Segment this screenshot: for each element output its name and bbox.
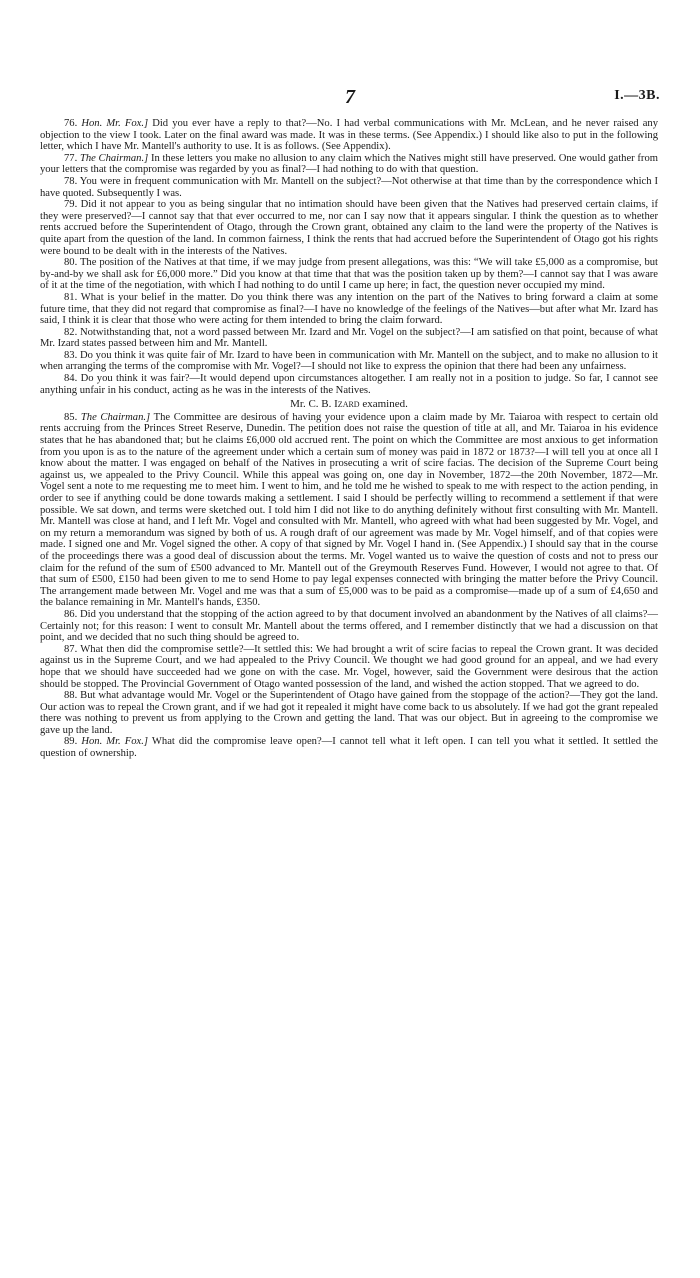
paragraph-text: What did the compromise leave open?—I cannot tell what it left open. I can tell you what it settled. It settled the question of ownership. [40,736,659,760]
question-number: 78. [64,175,78,187]
paragraph [40,153,658,176]
question-number: 89. [64,736,78,748]
paragraph-text: Did you understand that the stopping of the action agreed to by that document involved an abandonment by the Natives of all claims?—Certainly not; for this reason: I went to consult Mr. Mantell about the terms offered, and I remember distinctly that we had a discussion on that point, and we decided that no such thing should be agreed to. [40,608,658,644]
paragraph-text: The position of the Natives at that time, if we may judge from present allegations, was this: “We will take £5,000 as a compromise, but by-and-by we shall ask for £6,000 more.” Did you know at that time that that was the position taken up by them?—I cannot say that I was aware of it at the time of the negotiation, with which I had nothing to do until I came up here; in fact, the question never occupied my mind. [40,257,658,292]
paragraph [40,736,658,759]
paragraph-text: Do you think it was quite fair of Mr. Izard to have been in communication with Mr. Mantell on the subject, and to make no allusion to it when arranging the terms of the compromise with Mr. Vogel?—I should not like to express the opinion that there had been any unfairness. [40,349,658,373]
paragraph [40,118,658,153]
paragraph [40,373,658,396]
speaker-label: Hon. Mr. Fox.] [81,118,149,129]
question-number: 84. [64,373,78,385]
question-number: 85. [64,411,78,423]
question-number: 82. [64,326,78,338]
paragraph-text: Do you think it was fair?—It would depend upon circumstances altogether. I am really not in a position to judge. So far, I cannot see anything unfair in his conduct, acting as he was in the interests of the Natives. [40,373,658,396]
paragraph-text: Did it not appear to you as being singular that no intimation should have been given that the Natives had preserved certain claims, if they were preserved?—I cannot say that that ever occurred to me, nor can I say now that it appears singular. I think the question as to whether rents accrued before the Superintendent of Otago, through the Crown grant, obtained any claim to the land were the property of the Natives is quite apart from the question of the land. In common fairness, I think the rents that had accrued before the Superintendent of Otago got his rights were bound to be dealt with in the interests of the Natives. [40,199,659,257]
heading-prefix: Mr. C. B. [290,398,335,411]
page-header [40,86,660,108]
section-heading [40,399,658,411]
question-number: 88. [64,690,78,702]
paragraph [40,292,658,327]
question-number: 76. [64,118,78,129]
page-content [40,118,658,760]
question-number: 79. [64,199,78,211]
paragraph-text: Notwithstanding that, not a word passed between Mr. Izard and Mr. Vogel on the subject?—I am satisfied on that point, because of what Mr. Izard states passed between him and Mr. Mantell. [40,326,658,350]
paragraph-text: Did you ever have a reply to that?—No. I had verbal communications with Mr. McLean, and he never raised any objection to the view I took. Later on the final award was made. It was in these terms. (See Appendix.) I should like also to put in the following letter, which I have Mr. Mantell's authority to use. It is as follows. (See Appendix). [40,118,658,153]
question-number: 77. [64,152,78,164]
question-number: 81. [64,291,78,303]
speaker-label: Hon. Mr. Fox.] [81,736,149,748]
heading-suffix: examined. [359,398,408,411]
paragraph-text: The Committee are desirous of having your evidence upon a claim made by Mr. Taiaroa with respect to certain old rents accruing from the Princes Street Reserve, Dunedin. The petition does not raise the question of title at all, and Mr. Taiaroa in his evidence states that he has abandoned that; but he claims £6,000 old accrued rent. The point on which the Committee are most anxious to get information from you upon is as to the nature of the agreement under which a certain sum of money was paid in 1872 or 1873?—I will tell you at once all I know about the matter. I was engaged on behalf of the Natives in prosecuting a writ of scire facias. The decision of the Supreme Court being against us, we appealed to the Privy Council. While this appeal was going on, one day in November, 1872—the 20th November, 1872—Mr. Vogel sent a note to me requesting me to meet him. I went to him, and he told me he wished to speak to me with respect to the action pending, in order to see if anything could be done towards making a settlement. I said I should be perfectly willing to recommend a settlement if that were possible. We sat down, and terms were sketched out. I told him I did not like to do anything definitely without first consulting with Mr. Mantell. Mr. Mantell was close at hand, and I left Mr. Vogel and consulted with Mr. Mantell, who agreed with what had been suggested by Mr. Vogel, and on my return a memorandum was signed by both of us. A rough draft of our agreement was made by Mr. Vogel himself, and of that copies were made. I signed one and Mr. Vogel signed the other. A copy of that signed by Mr. Vogel I hand in. (See Appendix.) I should say that in the course of the proceedings there was a good deal of discussion about the terms. Mr. Vogel wanted us to waive the question of costs and not to press our claim for the refund of the sum of £500 advanced to Mr. Mantell out of the Greymouth Reserves Fund. However, I would not agree to that. Of that sum of £500, £150 had been given to me to send Home to pay legal expenses connected with bringing the matter before the Privy Council. The arrangement made between Mr. Vogel and me was that a sum of £5,000 was to be paid as a compromise—made up of a sum of £4,650 and the balance remaining in Mr. Mantell's hands, £350. [40,411,659,609]
paragraph-text: In these letters you make no allusion to any claim which the Natives might still have preserved. One would gather from your letters that the compromise was regarded by you as final?—I had nothing to do with that question. [40,152,658,176]
question-number: 87. [64,643,78,655]
paragraph-text: What then did the compromise settle?—It settled this: We had brought a writ of scire facias to repeal the Crown grant. It was decided against us in the Supreme Court, and we had appealed to the Privy Council. We thought we had good ground for an appeal, and we had every hope that we should have succeeded had we gone on with the case. Mr. Vogel, however, said the Government were desirous that the action should be stopped. The Provincial Government of Otago wanted possession of the land, and wished the action stopped. That we agreed to do. [40,643,658,690]
paragraph [40,257,658,292]
paragraph [40,644,658,690]
question-number: 86. [64,608,78,620]
paragraphs-before [40,118,658,396]
paragraph [40,199,658,257]
heading-name: Izard [334,398,360,411]
paragraph-text: You were in frequent communication with Mr. Mantell on the subject?—Not otherwise at that time than by the correspondence which I have quoted. Subsequently I was. [40,175,658,199]
paragraph [40,690,658,736]
paragraph [40,609,658,644]
question-number: 80. [64,257,78,269]
paragraph [40,176,658,199]
speaker-label: The Chairman.] [79,152,149,164]
question-number: 83. [64,349,78,361]
paragraph [40,350,658,373]
page-number: 7 [345,86,355,108]
speaker-label: The Chairman.] [80,411,151,423]
page-reference: I.—3B. [614,88,660,103]
paragraph-text: What is your belief in the matter. Do you think there was any intention on the part of the Natives to bring forward a claim at some future time, that they did not regard that compromise as final?—I have no knowledge of the feelings of the Natives—but after what Mr. Izard has said, I think it is clear that those who were acting for them intended to bring the claim forward. [40,291,658,327]
paragraph-text: But what advantage would Mr. Vogel or the Superintendent of Otago have gained from the stoppage of the action?—They got the land. Our action was to repeal the Crown grant, and if we had got it repealed it might have come back to us absolutely. If we had got the grant repealed there was nothing to prevent us from applying to the Crown and getting the land. That was our object. But in agreeing to the compromise we gave up the land. [40,690,658,736]
paragraph [40,412,658,609]
paragraphs-after [40,412,658,760]
paragraph [40,327,658,350]
